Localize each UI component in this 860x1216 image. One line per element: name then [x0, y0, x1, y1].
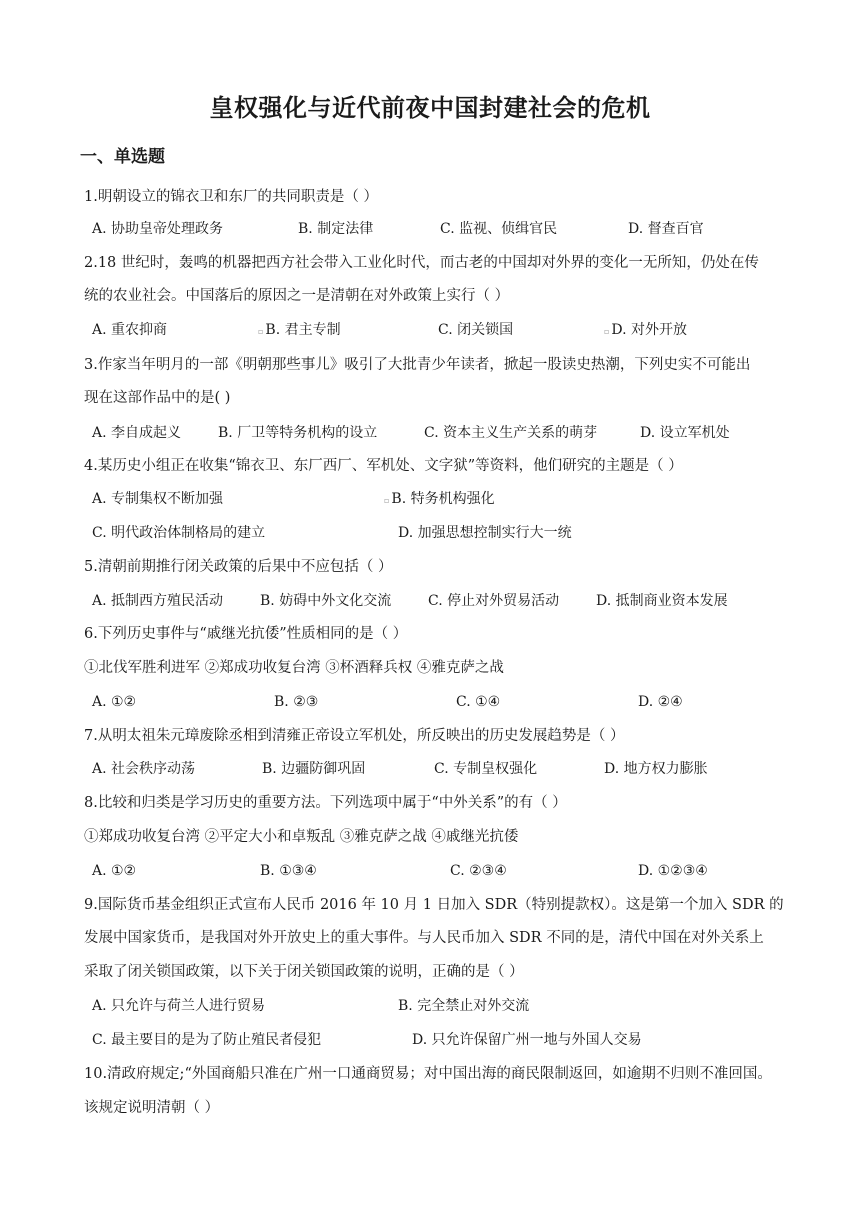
q1-option-c: C. 监视、侦缉官民: [440, 221, 558, 237]
anchor-marker-icon: ▫: [258, 327, 264, 336]
q7-option-c: C. 专制皇权强化: [434, 761, 538, 777]
q8-option-a: A. ①②: [92, 863, 137, 879]
question-9-stem-line3: 采取了闭关锁国政策，以下关于闭关锁国政策的说明，正确的是（ ）: [84, 964, 524, 980]
q2-option-c: C. 闭关锁国: [438, 322, 514, 338]
question-3-stem-line1: 3.作家当年明月的一部《明朝那些事儿》吸引了大批青少年读者，掀起一股读史热潮，下列史实不可能出: [84, 357, 751, 373]
question-2-stem-line2: 统的农业社会。中国落后的原因之一是清朝在对外政策上实行（ ）: [84, 288, 510, 304]
question-8-items: ①郑成功收复台湾 ②平定大小和卓叛乱 ③雅克萨之战 ④戚继光抗倭: [84, 829, 519, 845]
q8-option-c: C. ②③④: [450, 863, 507, 879]
question-7-stem: 7.从明太祖朱元璋废除丞相到清雍正帝设立军机处，所反映出的历史发展趋势是（ ）: [84, 728, 625, 744]
question-8-stem: 8.比较和归类是学习历史的重要方法。下列选项中属于“中外关系”的有（ ）: [84, 795, 567, 811]
question-10-stem-line1: 10.清政府规定;“外国商船只准在广州一口通商贸易；对中国出海的商民限制返回，如逾期不归则不准回国。: [84, 1066, 772, 1082]
q5-option-d: D. 抵制商业资本发展: [596, 593, 728, 609]
q4-option-d: D. 加强思想控制实行大一统: [398, 525, 572, 541]
q4-option-a: A. 专制集权不断加强: [92, 491, 224, 507]
q5-option-c: C. 停止对外贸易活动: [428, 593, 560, 609]
question-10-stem-line2: 该规定说明清朝（ ）: [84, 1100, 220, 1116]
q9-option-c: C. 最主要目的是为了防止殖民者侵犯: [92, 1032, 322, 1048]
q8-option-d: D. ①②③④: [638, 863, 708, 879]
anchor-marker-icon: ▫: [384, 496, 390, 505]
q4-option-b: [384, 488, 495, 512]
q6-option-a: A. ①②: [92, 694, 137, 710]
q6-option-d: D. ②④: [638, 694, 683, 710]
question-9-stem-line2: 发展中国家货币，是我国对外开放史上的重大事件。与人民币加入 SDR 不同的是，清代中国在对外关系上: [84, 930, 764, 946]
q2-option-b: [258, 319, 341, 343]
section-heading: 一、单选题: [80, 147, 165, 167]
q9-option-d: D. 只允许保留广州一地与外国人交易: [412, 1032, 642, 1048]
q3-option-a: A. 李自成起义: [92, 425, 182, 441]
q3-option-b: B. 厂卫等特务机构的设立: [218, 425, 378, 441]
q1-option-d: D. 督查百官: [628, 221, 704, 237]
q3-option-d: D. 设立军机处: [640, 425, 730, 441]
question-4-stem: 4.某历史小组正在收集“锦衣卫、东厂西厂、军机处、文字狱”等资料，他们研究的主题是（ ）: [84, 458, 683, 474]
q3-option-c: C. 资本主义生产关系的萌芽: [424, 425, 598, 441]
q8-option-b: B. ①③④: [260, 863, 317, 879]
question-2-stem-line1: 2.18 世纪时，轰鸣的机器把西方社会带入工业化时代，而古老的中国却对外界的变化一无所知，仍处在传: [84, 255, 759, 271]
q7-option-b: B. 边疆防御巩固: [262, 761, 366, 777]
q4-option-b-text: B. 特务机构强化: [391, 491, 495, 507]
q2-option-b-text: B. 君主专制: [265, 322, 341, 338]
q9-option-a: A. 只允许与荷兰人进行贸易: [92, 998, 266, 1014]
q5-option-b: B. 妨碍中外文化交流: [260, 593, 392, 609]
question-3-stem-line2: 现在这部作品中的是( ): [84, 390, 231, 406]
q6-option-b: B. ②③: [274, 694, 319, 710]
q1-option-a: A. 协助皇帝处理政务: [92, 221, 224, 237]
anchor-marker-icon: ▫: [604, 327, 610, 336]
q4-option-c: C. 明代政治体制格局的建立: [92, 525, 266, 541]
page-title: 皇权强化与近代前夜中国封建社会的危机: [209, 94, 651, 122]
q5-option-a: A. 抵制西方殖民活动: [92, 593, 224, 609]
q2-option-d-text: D. 对外开放: [611, 322, 688, 338]
question-5-stem: 5.清朝前期推行闭关政策的后果中不应包括（ ）: [84, 559, 393, 575]
question-1-stem: 1.明朝设立的锦衣卫和东厂的共同职责是（ ）: [84, 189, 378, 205]
q2-option-d: [604, 319, 687, 343]
question-6-stem: 6.下列历史事件与“戚继光抗倭”性质相同的是（ ）: [84, 626, 408, 642]
q2-option-a: A. 重农抑商: [92, 322, 168, 338]
q6-option-c: C. ①④: [456, 694, 501, 710]
q1-option-b: B. 制定法律: [298, 221, 374, 237]
question-9-stem-line1: 9.国际货币基金组织正式宣布人民币 2016 年 10 月 1 日加入 SDR（特别提款权）。这是第一个加入 SDR 的: [84, 897, 784, 913]
q9-option-b: B. 完全禁止对外交流: [398, 998, 530, 1014]
q7-option-a: A. 社会秩序动荡: [92, 761, 196, 777]
question-6-items: ①北伐军胜利进军 ②郑成功收复台湾 ③杯酒释兵权 ④雅克萨之战: [84, 660, 504, 676]
q7-option-d: D. 地方权力膨胀: [604, 761, 708, 777]
